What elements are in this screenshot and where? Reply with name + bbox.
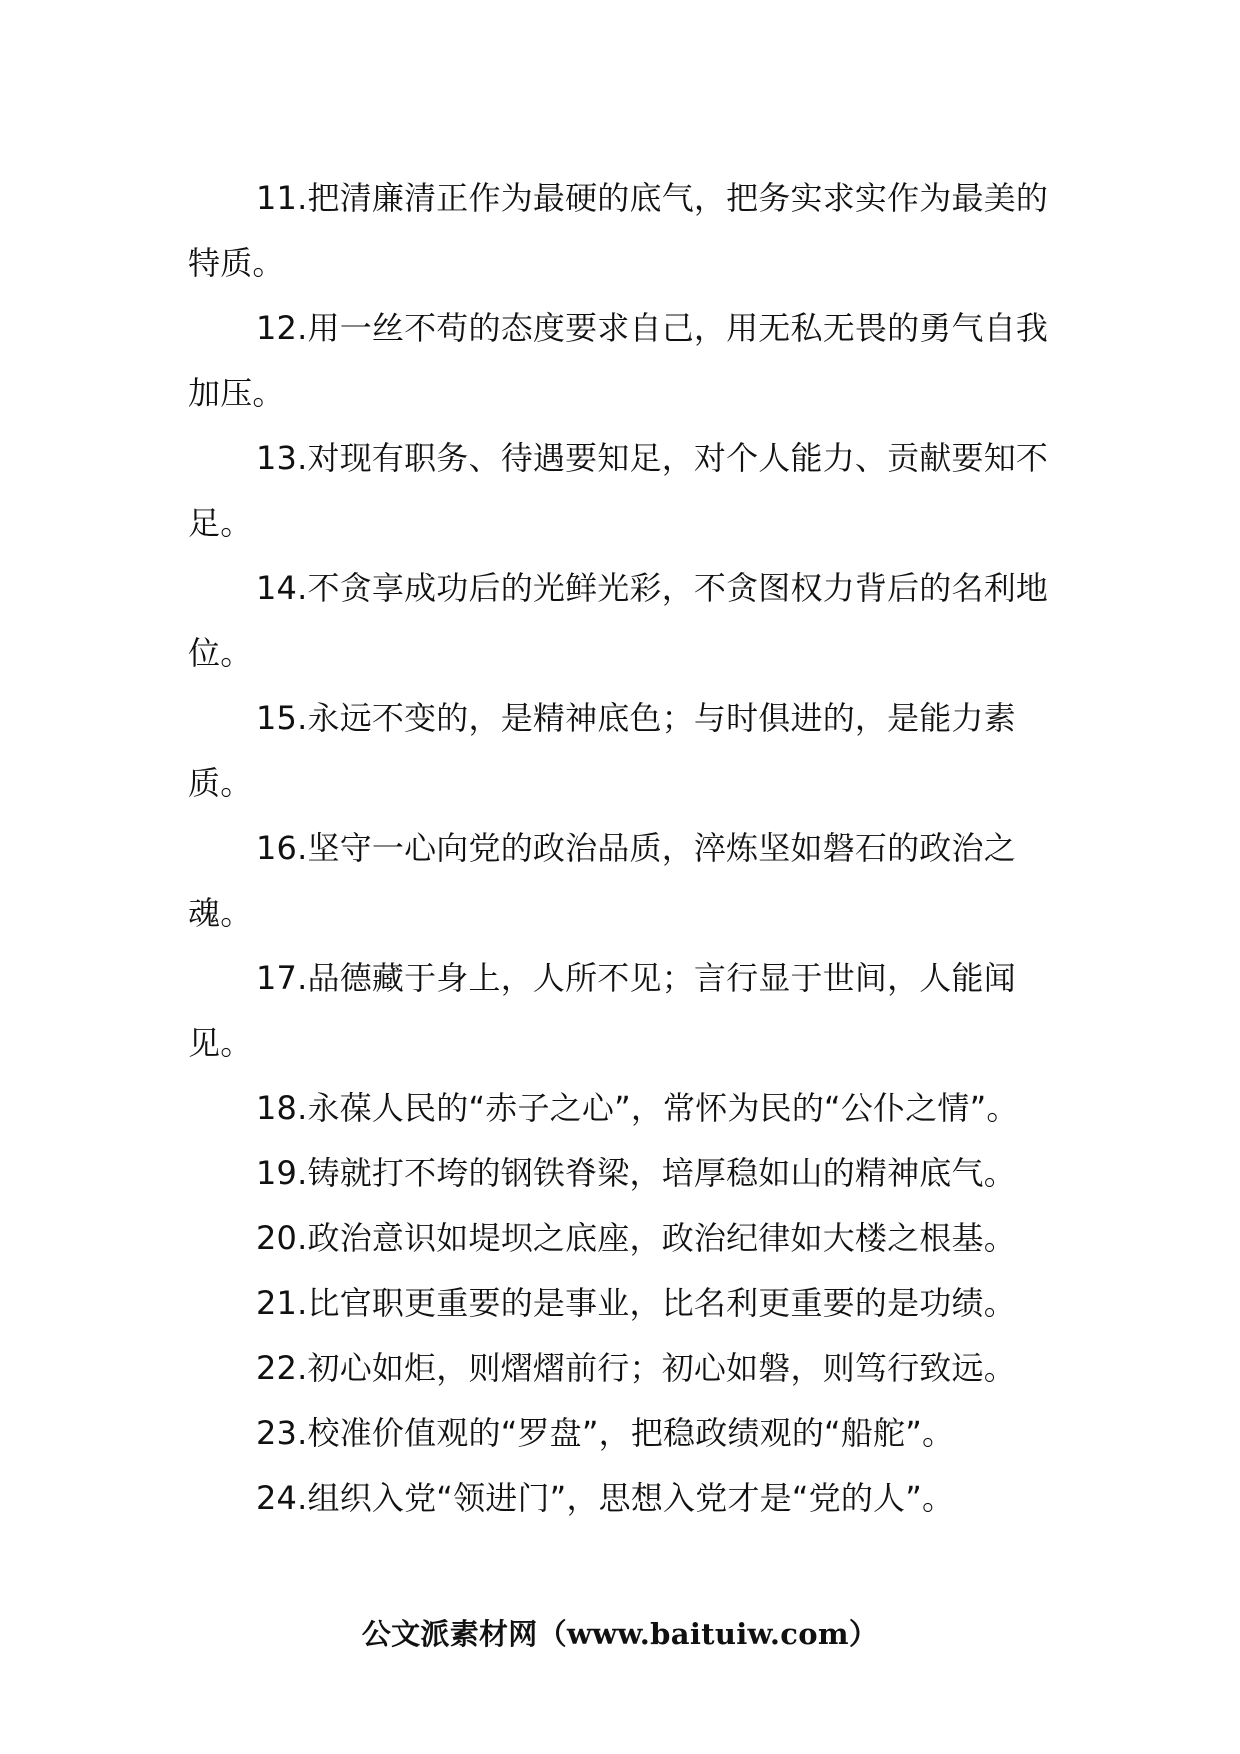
list-item: 15.永远不变的，是精神底色；与时俱进的，是能力素质。 [188,699,1016,802]
list-item: 14.不贪享成功后的光鲜光彩，不贪图权力背后的名利地位。 [188,569,1049,672]
list-item: 17.品德藏于身上，人所不见；言行显于世间，人能闻见。 [188,959,1016,1062]
source-footer: 公文派素材网（www.baituiw.com） [361,1617,879,1651]
list-item: 19.铸就打不垮的钢铁脊梁，培厚稳如山的精神底气。 [256,1154,1016,1192]
list-item: 21.比官职更重要的是事业，比名利更重要的是功绩。 [256,1284,1016,1322]
list-item: 22.初心如炬，则熠熠前行；初心如磐，则笃行致远。 [256,1349,1016,1387]
document-body [188,166,1060,1531]
list-item: 23.校准价值观的“罗盘”，把稳政绩观的“船舵”。 [256,1414,955,1452]
list-item: 16.坚守一心向党的政治品质，淬炼坚如磐石的政治之魂。 [188,829,1016,932]
list-item: 24.组织入党“领进门”，思想入党才是“党的人”。 [256,1479,955,1517]
list-item: 18.永葆人民的“赤子之心”，常怀为民的“公仆之情”。 [256,1089,1019,1127]
list-item: 11.把清廉清正作为最硬的底气，把务实求实作为最美的特质。 [188,179,1049,282]
list-item: 13.对现有职务、待遇要知足，对个人能力、贡献要知不足。 [188,439,1049,542]
list-item: 20.政治意识如堤坝之底座，政治纪律如大楼之根基。 [256,1219,1016,1257]
list-item: 12.用一丝不苟的态度要求自己，用无私无畏的勇气自我加压。 [188,309,1049,412]
